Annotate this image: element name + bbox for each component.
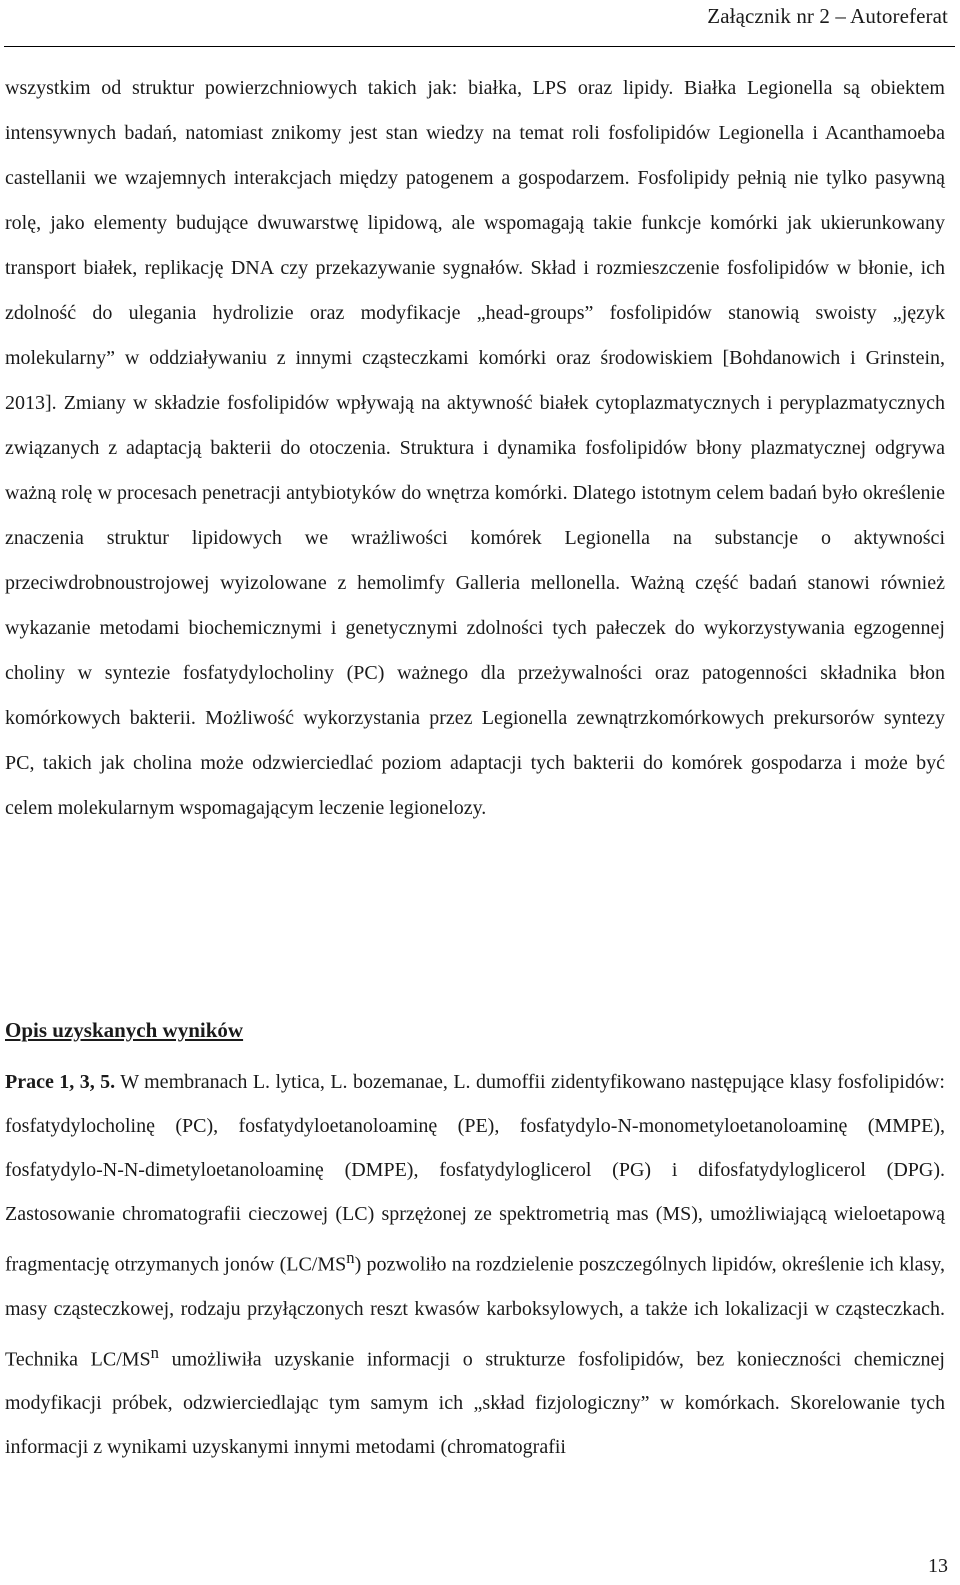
results-text-part-2: ) pozwoliło na rozdzielenie poszczególnych lipidów, określenie ich klasy, masy cząsteczkowej, rodzaju przyłączonych reszt kwasów karboksylowych, a także ich lokalizacji w cząsteczkach. Technika LC/MS [5,1253,945,1371]
results-text-part-3: umożliwiła uzyskanie informacji o strukturze fosfolipidów, bez konieczności chemicznej modyfikacji próbek, odzwierciedlając tym samym ich „skład fizjologiczny” w komórkach. Skorelowanie tych informacji z wynikami uzyskanymi innymi metodami (chromatografii [5,1348,945,1459]
page-number: 13 [928,1555,948,1577]
superscript-n-1: n [346,1248,355,1267]
results-paragraph [5,1060,945,1469]
results-text-part-1: W membranach L. lytica, L. bozemanae, L. dumoffii zidentyfikowano następujące klasy fosfolipidów: fosfatydylocholinę (PC), fosfatydyloetanoloaminę (PE), fosfatydylo-N-monometyloetanoloaminę (MMPE), fosfatydylo-N-N-dimetyloetanoloaminę (DMPE), fosfatydyloglicerol (PG) i difosfatydyloglicerol (DPG). Zastosowanie chromatografii cieczowej (LC) sprzężonej ze spektrometrią mas (MS), umożliwiającą wieloetapową fragmentację otrzymanych jonów (LC/MS [5,1071,945,1276]
results-lead: Prace 1, 3, 5. [5,1071,116,1093]
body-paragraph: wszystkim od struktur powierzchniowych takich jak: białka, LPS oraz lipidy. Białka Legionella są obiektem intensywnych badań, natomiast znikomy jest stan wiedzy na temat roli fosfolipidów Legionella i Acanthamoeba castellanii we wzajemnych interakcjach między patogenem a gospodarzem. Fosfolipidy pełnią nie tylko pasywną rolę, jako elementy budujące dwuwarstwę lipidową, ale wspomagają takie funkcje komórki jak ukierunkowany transport białek, replikację DNA czy przekazywanie sygnałów. Skład i rozmieszczenie fosfolipidów w błonie, ich zdolność do ulegania hydrolizie oraz modyfikacje „head-groups” fosfolipidów stanowią swoisty „język molekularny” w oddziaływaniu z innymi cząsteczkami komórki oraz środowiskiem [Bohdanowich i Grinstein, 2013]. Zmiany w składzie fosfolipidów wpływają na aktywność białek cytoplazmatycznych i peryplazmatycznych związanych z adaptacją bakterii do otoczenia. Struktura i dynamika fosfolipidów błony plazmatycznej odgrywa ważną rolę w procesach penetracji antybiotyków do wnętrza komórki. Dlatego istotnym celem badań było określenie znaczenia struktur lipidowych we wrażliwości komórek Legionella na substancje o aktywności przeciwdrobnoustrojowej wyizolowane z hemolimfy Galleria mellonella. Ważną część badań stanowi również wykazanie metodami biochemicznymi i genetycznymi zdolności tych pałeczek do wykorzystywania egzogennej choliny w syntezie fosfatydylocholiny (PC) ważnego dla przeżywalności oraz patogenności składnika błon komórkowych bakterii. Możliwość wykorzystania przez Legionella zewnątrzkomórkowych prekursorów syntezy PC, takich jak cholina może odzwierciedlać poziom adaptacji tych bakterii do komórek gospodarza i może być celem molekularnym wspomagającym leczenie legionelozy. [5,77,945,819]
superscript-n-2: n [150,1342,159,1362]
header-divider [4,46,955,47]
section-heading: Opis uzyskanych wyników [5,1018,244,1042]
page-header-title: Załącznik nr 2 – Autoreferat [707,4,948,28]
